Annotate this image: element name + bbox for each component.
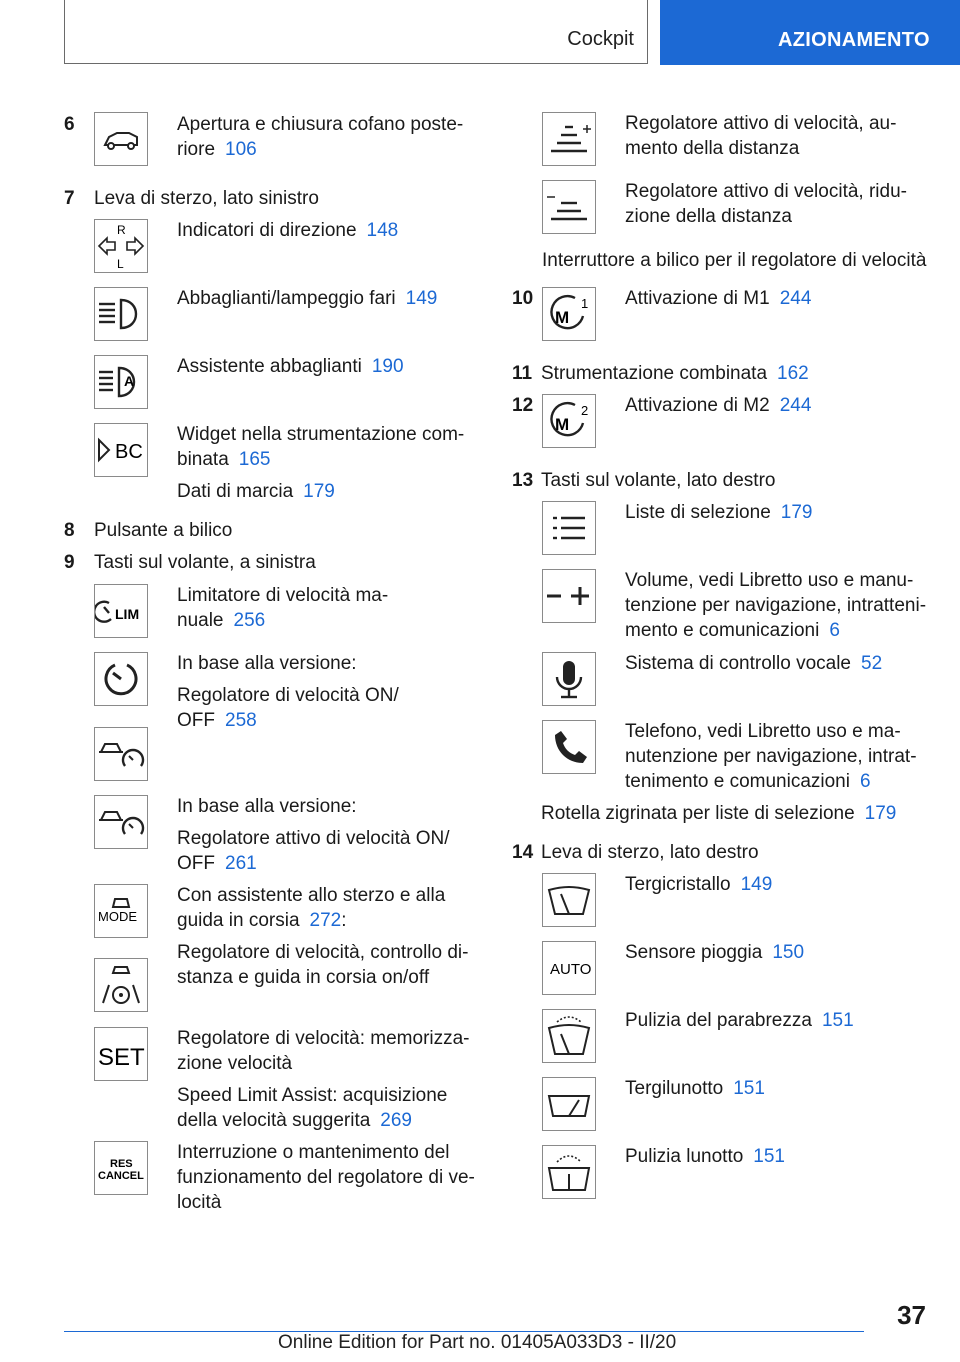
- distance-increase-text: Regolatore attivo di velocità, au- mento della distanza: [625, 113, 897, 159]
- page-ref[interactable]: 151: [821, 1010, 854, 1031]
- page-ref[interactable]: 151: [733, 1078, 765, 1099]
- page-ref[interactable]: 162: [777, 363, 809, 384]
- distance-decrease-icon: [542, 180, 596, 234]
- m1-icon: [542, 287, 596, 341]
- rain-sensor-icon: [542, 941, 596, 995]
- acc-version-text: In base alla versione:: [177, 796, 357, 817]
- lists-text: Liste di selezione 179: [625, 502, 813, 523]
- page-ref[interactable]: 151: [753, 1146, 785, 1167]
- high-beam-assist-text: Assistente abbaglianti 190: [177, 356, 404, 377]
- page-ref[interactable]: 149: [740, 874, 773, 895]
- m1-text: Attivazione di M1 244: [625, 288, 812, 309]
- svg-text:2: 2: [581, 403, 589, 418]
- res-cancel-icon: [94, 1141, 148, 1195]
- page-ref[interactable]: 148: [366, 220, 399, 241]
- cruise-version-text: In base alla versione:: [177, 653, 357, 674]
- page-ref[interactable]: 258: [225, 710, 257, 731]
- high-beam-assist-icon: [94, 355, 148, 409]
- indicators-text: Indicatori di direzione 148: [177, 220, 399, 241]
- wiper-text: Tergicristallo 149: [625, 874, 773, 895]
- item-number: 6: [64, 114, 75, 135]
- voice-control-text: Sistema di controllo vocale 52: [625, 653, 883, 674]
- edition-text: Online Edition for Part no. 01405A033D3 - II/20: [278, 1332, 677, 1353]
- page-number: 37: [897, 1300, 926, 1330]
- item-8-title: Pulsante a bilico: [94, 520, 233, 541]
- microphone-icon: [542, 652, 596, 706]
- page-ref[interactable]: 179: [780, 502, 813, 523]
- item-number: 7: [64, 188, 75, 209]
- header-section-title: Cockpit: [567, 28, 634, 50]
- speed-limiter-text: Limitatore di velocità ma- nuale 256: [177, 585, 389, 631]
- page-ref[interactable]: 179: [303, 481, 335, 502]
- cruise-control-icon: [94, 652, 148, 706]
- svg-text:A: A: [124, 373, 135, 389]
- page-ref[interactable]: 269: [380, 1110, 412, 1131]
- item-number: 12: [512, 395, 534, 416]
- page-ref[interactable]: 149: [405, 288, 438, 309]
- page-ref[interactable]: 150: [772, 942, 805, 963]
- page-ref[interactable]: 179: [864, 803, 897, 824]
- rear-washer-text: Pulizia lunotto 151: [625, 1146, 785, 1167]
- item-13-title: Tasti sul volante, lato destro: [541, 470, 776, 491]
- page-ref[interactable]: 256: [233, 610, 266, 631]
- rear-wiper-text: Tergilunotto 151: [625, 1078, 765, 1099]
- item-number: 13: [512, 470, 534, 491]
- acc-text: Regolatore attivo di velocità ON/ OFF 261: [177, 828, 450, 874]
- trip-data-text: Dati di marcia 179: [177, 481, 335, 502]
- svg-text:M: M: [555, 415, 570, 434]
- car-rear-icon: [94, 112, 148, 166]
- m2-text: Attivazione di M2 244: [625, 395, 812, 416]
- turn-signal-icon: [94, 219, 148, 273]
- high-beam-text: Abbaglianti/lampeggio fari 149: [177, 288, 438, 309]
- svg-text:MODE: MODE: [98, 909, 137, 924]
- volume-text: Volume, vedi Libretto uso e manu- tenzione per navigazione, intratteni- mento e comunicazioni 6: [625, 570, 927, 641]
- widget-bc-icon: [94, 423, 148, 477]
- item-7-title: Leva di sterzo, lato sinistro: [94, 188, 319, 209]
- svg-text:LIM: LIM: [115, 606, 140, 622]
- svg-text:BC: BC: [115, 441, 143, 463]
- widget-text: Widget nella strumentazione com- binata 165: [177, 424, 465, 470]
- svg-text:SET: SET: [98, 1044, 145, 1071]
- page-ref[interactable]: 165: [238, 449, 271, 470]
- set-text: Regolatore di velocità: memorizza- zione velocità: [177, 1028, 470, 1074]
- item-9-title: Tasti sul volante, a sinistra: [94, 552, 316, 573]
- volume-icon: [542, 569, 596, 623]
- svg-text:R: R: [117, 223, 126, 237]
- rear-washer-icon: [542, 1145, 596, 1199]
- item-number: 10: [512, 288, 534, 309]
- high-beam-icon: [94, 287, 148, 341]
- page-ref[interactable]: 52: [861, 653, 883, 674]
- page-ref[interactable]: 244: [779, 288, 812, 309]
- rain-sensor-text: Sensore pioggia 150: [625, 942, 805, 963]
- set-icon: [94, 1027, 148, 1081]
- page-ref[interactable]: 6: [859, 771, 871, 792]
- lane-guidance-icon: [94, 958, 148, 1012]
- speed-limiter-icon: [94, 584, 148, 638]
- svg-text:AUTO: AUTO: [550, 961, 592, 978]
- rocker-switch-text: Interruttore a bilico per il regolatore di velocità: [542, 250, 927, 271]
- phone-text: Telefono, vedi Libretto uso e ma- nutenzione per navigazione, intrat- tenimento e comunicazioni 6: [625, 721, 917, 792]
- lane-assist-text: Con assistente allo sterzo e alla guida in corsia 272:: [177, 885, 446, 931]
- distance-decrease-text: Regolatore attivo di velocità, ridu- zione della distanza: [625, 181, 907, 227]
- item-number: 11: [512, 363, 533, 384]
- svg-text:M: M: [555, 308, 570, 327]
- item-number: 8: [64, 520, 75, 541]
- instrument-cluster-text: Strumentazione combinata 162: [541, 363, 809, 384]
- windshield-washer-text: Pulizia del parabrezza 151: [625, 1010, 854, 1031]
- mode-icon: [94, 884, 148, 938]
- svg-text:RES: RES: [110, 1158, 133, 1170]
- wiper-icon: [542, 873, 596, 927]
- page-ref[interactable]: 190: [371, 356, 404, 377]
- list-icon: [542, 501, 596, 555]
- item-number: 9: [64, 552, 75, 573]
- rear-wiper-icon: [542, 1077, 596, 1131]
- windshield-washer-icon: [542, 1009, 596, 1063]
- thumbwheel-text: Rotella zigrinata per liste di selezione 179: [541, 803, 897, 824]
- res-cancel-text: Interruzione o mantenimento del funzionamento del regolatore di ve- locità: [177, 1142, 475, 1213]
- svg-text:1: 1: [581, 296, 589, 311]
- page-ref[interactable]: 106: [225, 139, 257, 160]
- header-frame: [64, 0, 648, 64]
- speed-limit-assist-text: Speed Limit Assist: acquisizione della velocità suggerita 269: [177, 1085, 448, 1131]
- item-6-text: Apertura e chiusura cofano poste-riore 106: [177, 114, 464, 160]
- distance-increase-icon: [542, 112, 596, 166]
- lane-guidance-text: Regolatore di velocità, controllo di- stanza e guida in corsia on/off: [177, 942, 469, 988]
- chapter-tab[interactable]: AZIONAMENTO: [660, 0, 960, 65]
- svg-text:L: L: [117, 257, 124, 271]
- page-ref[interactable]: 6: [829, 620, 840, 641]
- svg-text:CANCEL: CANCEL: [98, 1170, 144, 1182]
- cruise-distance-icon: [94, 727, 148, 781]
- page-ref[interactable]: 272: [309, 910, 342, 931]
- page-ref[interactable]: 244: [779, 395, 812, 416]
- item-number: 14: [512, 842, 534, 863]
- page-ref[interactable]: 261: [225, 853, 257, 874]
- cruise-text: Regolatore di velocità ON/ OFF 258: [177, 685, 399, 731]
- item-14-title: Leva di sterzo, lato destro: [541, 842, 759, 863]
- phone-icon: [542, 720, 596, 774]
- active-cruise-icon: [94, 795, 148, 849]
- m2-icon: [542, 394, 596, 448]
